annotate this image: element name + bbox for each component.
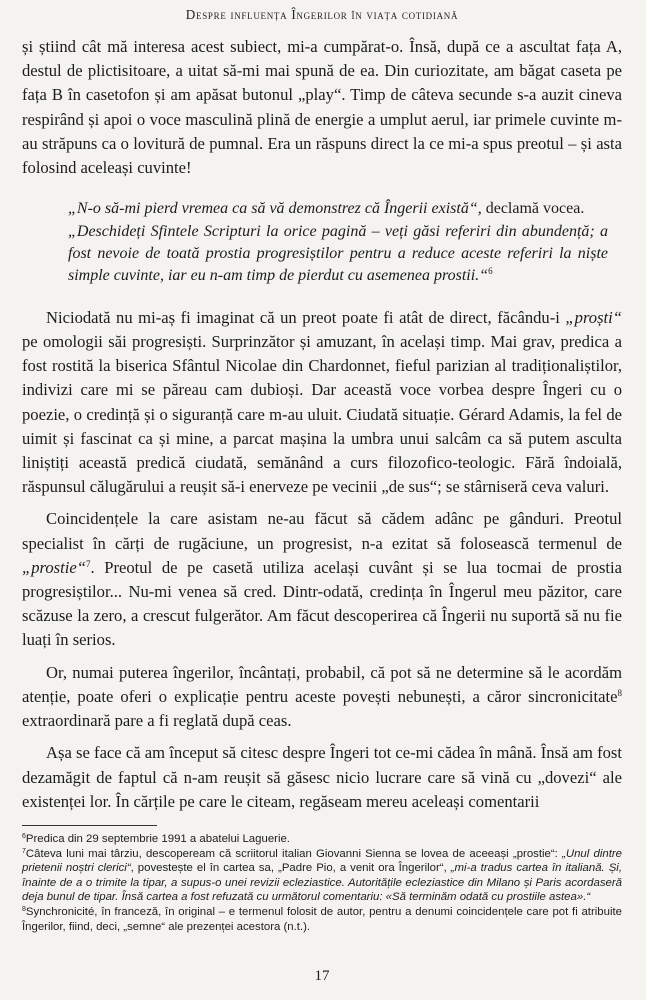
paragraph-2 xyxy=(22,306,622,500)
quote-a-tail: declamă vocea. xyxy=(481,200,585,218)
quote-b: „Deschideți Sfintele Scripturi la orice pagină – veți găsi referiri din abundență; a fost nevoie de toată prostia progresiștilor pentru a reduce aceste referiri la niște simple cuvinte, iar eu n-am timp de pierdut cu asemenea prostii.“ xyxy=(68,222,608,285)
book-page xyxy=(22,0,622,1000)
paragraph-2-text-a: Niciodată nu mi-aș fi imaginat că un preot poate fi atât de direct, făcându-i xyxy=(46,307,566,327)
footnote-ref-7: 7 xyxy=(85,558,91,569)
page-number: 17 xyxy=(314,968,330,984)
paragraph-3 xyxy=(22,507,622,652)
footnote-7-number: 7 xyxy=(22,847,26,855)
footnote-6-text: Predica din 29 septembrie 1991 a abatelui Laguerie. xyxy=(25,833,290,845)
paragraph-3-text-a: Coincidențele la care asistam ne-au făcut să cădem adânc pe gânduri. Preotul specialist în cărți de rugăciune, un progresist, n-a ezitat să folosească termenul de xyxy=(22,509,622,553)
block-quote xyxy=(68,198,608,288)
quote-line-2 xyxy=(68,221,608,288)
footnote-7-text-b: , povestește el în cartea sa, „Padre Pio, a venit ora Îngerilor“, xyxy=(130,862,451,875)
paragraph-4-text-b: extraordinară pare a fi reglată după ceas. xyxy=(22,711,292,731)
footnote-7 xyxy=(22,847,622,905)
paragraph-1: și știind cât mă interesa acest subiect, mi-a cumpărat-o. Însă, după ce a ascultat fața A, destul de plictisitoare, a uitat să-mi mai spună de ea. Din curiozitate, am băgat caseta pe fața B în casetofon și am apăsat butonul „play“. Timp de câteva secunde s-a auzit cineva respirând și apoi o voce masculină plină de energie a umplut aerul, iar primele cuvinte m-au străpuns ca o lovitură de pumnal. Era un răspuns direct la ce mi-a spus preotul – și asta folosind aceleași cuvinte! xyxy=(22,37,622,178)
paragraph-3-text-b: . Preotul de pe casetă utiliza același cuvânt și se lua tocmai de prostia progresiștilor... Nu-mi venea să cred. Dintr-odată, credința în Îngerul meu păzitor, care scăzuse la zero, a crescut fulgerător. Am făcut descoperirea că Îngerii nu suportă să nu fie luați în serios. xyxy=(22,557,622,650)
running-head: Despre influența Îngerilor în viața cotidiană xyxy=(185,7,459,22)
footnote-8-number: 8 xyxy=(22,905,26,913)
quote-a: „N-o să-mi pierd vremea ca să vă demonstrez că Îngerii există“, xyxy=(68,200,482,218)
paragraph-2-italic: „proști“ xyxy=(565,307,622,327)
footnote-7-text-a: Câteva luni mai târziu, descopeream că scriitorul italian Giovanni Sienna se lovea de aceeași „prostie“: xyxy=(25,847,563,860)
footnote-8 xyxy=(22,905,622,934)
paragraph-5: Așa se face că am început să citesc despre Îngeri tot ce-mi cădea în mână. Însă am fost dezamăgit de faptul că n-am reușit să găsesc nicio lucrare care să vină cu „dovezi“ ale existenței lor. În cărțile pe care le citeam, regăseam mereu aceleași comentarii xyxy=(22,743,622,811)
footnote-7-italic-1: „Unul dintre prietenii noștri clerici“ xyxy=(22,847,622,875)
footnote-8-text: Synchronicité, în franceză, în original – e termenul folosit de autor, pentru a denumi coincidențele care pot fi atribuite Îngerilor, fiind, deci, „semne“ ale prezenței acestora (n.t.). xyxy=(22,905,622,933)
footnote-ref-6: 6 xyxy=(488,266,493,277)
paragraph-4 xyxy=(22,661,622,734)
paragraph-3-italic: „prostie“ xyxy=(22,557,86,577)
footnotes xyxy=(22,832,622,934)
footnote-7-italic-2: „mi-a tradus cartea în italiană. Și, înainte de a o trimite la tipar, a supus-o unei revizii eclezіastice. Autoritățile ecleziastice din Milano și Paris acordaseră deja bunul de tipar. Însă cartea a fost refuzată cu următorul comentariu: «Să terminăm odată cu prostiile astea».“ xyxy=(22,862,622,904)
paragraph-4-text-a: Or, numai puterea îngerilor, încântați, probabil, că pot să ne determine să le acordăm atenție, poate oferi o explicație pentru aceste povești nebunești, a căror sincronicitate xyxy=(22,662,622,706)
footnote-6-number: 6 xyxy=(22,833,26,840)
footnote-ref-8: 8 xyxy=(617,687,622,698)
footnote-6 xyxy=(22,832,622,847)
quote-line-1 xyxy=(68,198,608,220)
paragraph-2-text-b: pe omologii săi progresiști. Surprinzător și amuzant, în același timp. Mai grav, predica a fost rostită la biserica Sfântul Nicolae din Chardonnet, fieful parizian al tradiționaliștilor, indivizi care mi se păreau cam dubioși. Dar această voce vorbea despre Îngeri cu o poezie, o credință și o siguranță care m-au uluit. Ciudată situație. Gérard Adamis, la fel de uimit și fascinat ca și mine, a parcat mașina la umbra unui salcâm ca să putem asculta liniștiți această predică ciudată, semănând a curs filozofico-teologic. Fără îndoială, răspunsul călugărului a reușit să-i enerveze pe vecinii „de sus“; se stârniseră ceva valuri. xyxy=(22,332,622,497)
footnote-divider xyxy=(22,825,157,826)
body-text xyxy=(22,35,622,814)
